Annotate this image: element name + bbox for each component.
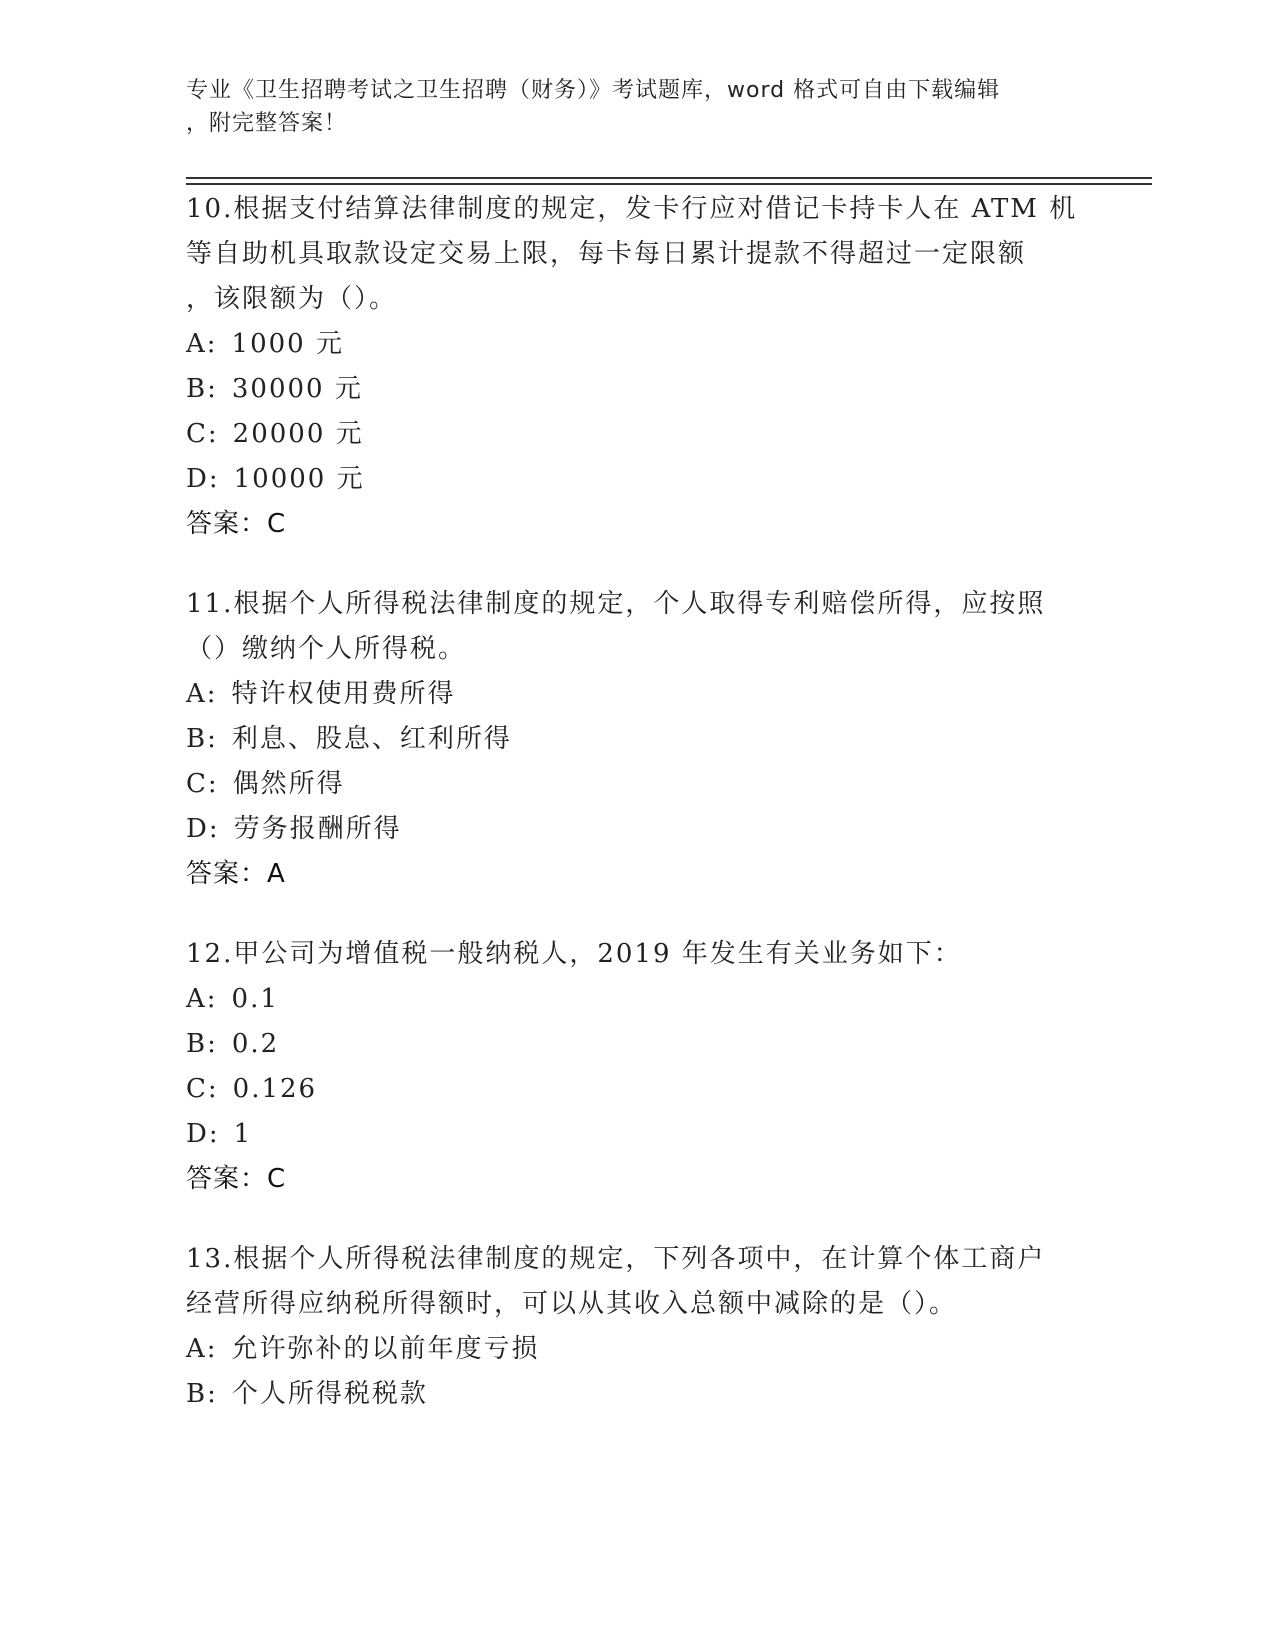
option-d	[186, 457, 1086, 502]
option-key: C:	[186, 1074, 219, 1104]
option-b	[186, 1372, 1086, 1417]
header-divider	[186, 177, 1152, 179]
question-line: 13.根据个人所得税法律制度的规定，下列各项中，在计算个体工商户	[186, 1244, 1046, 1274]
option-c	[186, 1067, 1086, 1112]
option-text: 允许弥补的以前年度亏损	[231, 1334, 540, 1364]
option-key: D:	[186, 814, 220, 844]
option-text: 利息、股息、红利所得	[231, 724, 512, 754]
question-line: 12.甲公司为增值税一般纳税人，2019 年发生有关业务如下：	[186, 939, 962, 969]
question-line: （）缴纳个人所得税。	[186, 634, 467, 664]
question-line: ，该限额为（）。	[186, 284, 398, 314]
question-line: 等自助机具取款设定交易上限，每卡每日累计提款不得超过一定限额	[186, 239, 1027, 269]
option-c	[186, 412, 1086, 457]
option-key: D:	[186, 464, 220, 494]
answer-line: 答案：A	[186, 859, 286, 889]
question-line: 11.根据个人所得税法律制度的规定，个人取得专利赔偿所得，应按照	[186, 589, 1046, 619]
question-text	[186, 1237, 1086, 1327]
question-line: 经营所得应纳税所得额时，可以从其收入总额中减除的是（）。	[186, 1289, 958, 1319]
option-text: 偶然所得	[232, 769, 345, 799]
option-b	[186, 367, 1086, 412]
option-a	[186, 672, 1086, 717]
option-key: A:	[186, 679, 218, 709]
option-c	[186, 762, 1086, 807]
option-key: A:	[186, 329, 218, 359]
option-key: B:	[186, 1379, 218, 1409]
option-a	[186, 977, 1086, 1022]
option-text: 劳务报酬所得	[233, 814, 402, 844]
question-item	[186, 932, 1086, 1202]
option-key: C:	[186, 419, 219, 449]
option-key: B:	[186, 724, 218, 754]
option-text: 20000 元	[232, 419, 364, 449]
option-b	[186, 1022, 1086, 1067]
option-text: 特许权使用费所得	[231, 679, 456, 709]
option-text: 个人所得税税款	[231, 1379, 428, 1409]
question-line: 10.根据支付结算法律制度的规定，发卡行应对借记卡持卡人在 ATM 机	[186, 194, 1078, 224]
option-key: B:	[186, 374, 218, 404]
question-item	[186, 1237, 1086, 1417]
option-d	[186, 1112, 1086, 1157]
option-text: 0.2	[231, 1029, 280, 1059]
question-text	[186, 582, 1086, 672]
question-list	[186, 187, 1086, 1452]
option-text: 0.126	[232, 1074, 318, 1104]
option-key: A:	[186, 984, 218, 1014]
option-a	[186, 322, 1086, 367]
option-text: 10000 元	[233, 464, 365, 494]
question-item	[186, 582, 1086, 897]
option-text: 30000 元	[231, 374, 363, 404]
option-a	[186, 1327, 1086, 1372]
header-divider	[186, 183, 1152, 185]
option-b	[186, 717, 1086, 762]
option-text: 0.1	[231, 984, 279, 1014]
option-key: B:	[186, 1029, 218, 1059]
answer-line: 答案：C	[186, 1164, 287, 1194]
question-item	[186, 187, 1086, 547]
header-line: ，附完整答案！	[186, 111, 348, 136]
option-key: C:	[186, 769, 219, 799]
option-key: D:	[186, 1119, 220, 1149]
header-line: 专业《卫生招聘考试之卫生招聘（财务）》考试题库，word 格式可自由下载编辑	[186, 78, 1001, 103]
option-key: A:	[186, 1334, 218, 1364]
option-text: 1000 元	[231, 329, 344, 359]
option-d	[186, 807, 1086, 852]
question-text	[186, 932, 1086, 977]
question-text	[186, 187, 1086, 322]
document-header	[186, 74, 1066, 140]
option-text: 1	[233, 1119, 253, 1149]
answer-line: 答案：C	[186, 509, 287, 539]
